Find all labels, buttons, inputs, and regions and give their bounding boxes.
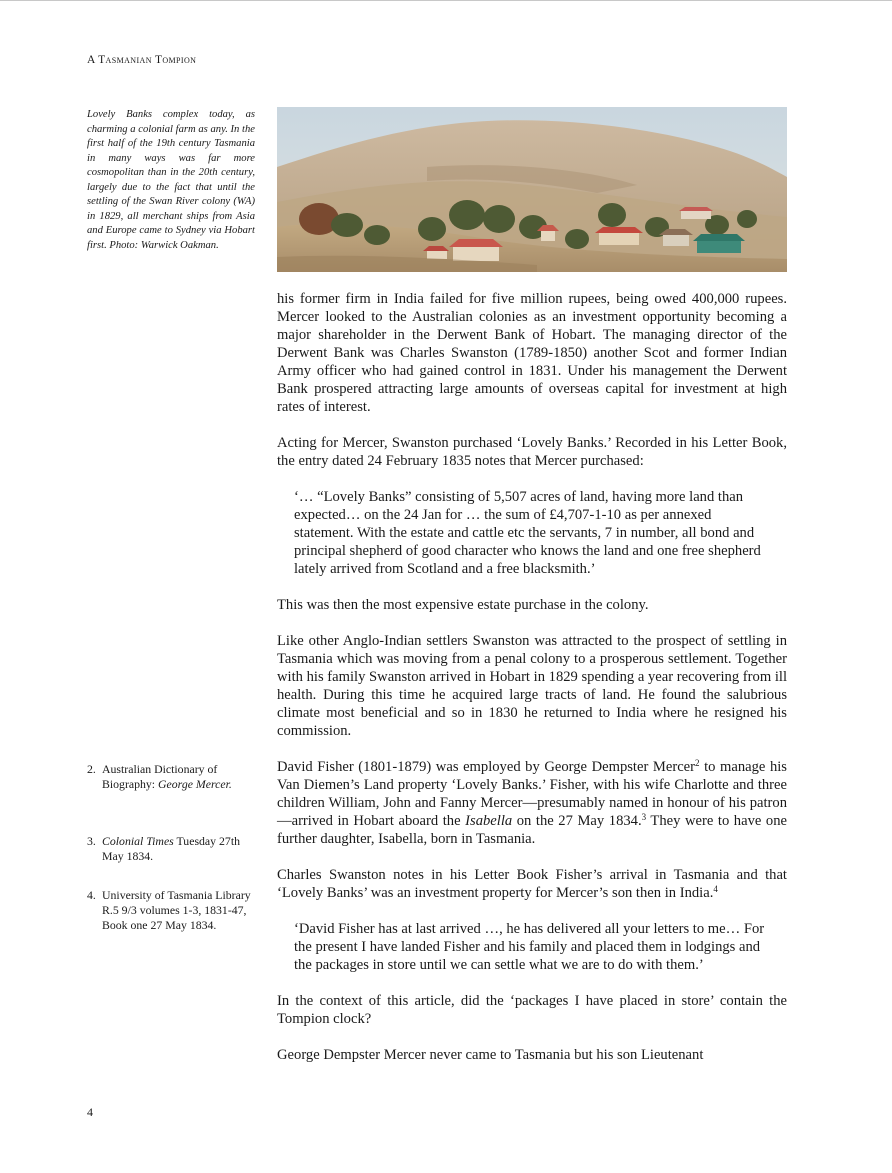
footnote-ref[interactable]: 4 <box>713 884 718 894</box>
footnote-text: Australian Dictionary of Biography: George Mercer. <box>102 762 232 791</box>
lovely-banks-photo <box>277 107 787 272</box>
body-paragraph: This was then the most expensive estate purchase in the colony. <box>277 597 649 613</box>
photo-caption: Lovely Banks complex today, as charming a colonial farm as any. In the first half of the 19th century Tasmania in many ways was far more cosmopolitan than in the 20th century, largely due to the fact that until the settling of the Swan River colony (WA) in 1829, all merchant ships from Asia and Europe came to Sydney via Hobart first. Photo: Warwick Oakman. <box>87 109 255 251</box>
paragraph-text: to manage his Van Diemen’s Land property ‘Lovely Banks.’ Fisher, with his wife Charlotte and three children William, John and Fanny Mercer—presumably named in honour of his patron—arrived in Hobart aboard the <box>277 759 787 829</box>
footnote-ref[interactable]: 2 <box>695 758 700 768</box>
paragraph-text: They were to have one further daughter, Isabella, born in Tasmania. <box>277 813 787 847</box>
footnote-4 <box>87 888 257 933</box>
body-paragraph <box>277 866 787 902</box>
body-paragraph: Like other Anglo-Indian settlers Swanston was attracted to the prospect of settling in Tasmania which was moving from a penal colony to a prosperous settlement. Together with his family Swanston arrived in Hobart in 1829 spending a year recovering from ill health. During this time he acquired large tracts of land. He found the salubrious climate most beneficial and so in 1830 he returned to India where he resigned his commission. <box>277 633 787 739</box>
ship-name: Isabella <box>465 813 513 829</box>
footnote-text: Colonial Times Tuesday 27th May 1834. <box>102 834 240 863</box>
body-text <box>277 290 787 1064</box>
paragraph-text: Charles Swanston notes in his Letter Book Fisher’s arrival in Tasmania and that ‘Lovely Banks’ was an investment property for Mercer’s son then in India. <box>277 867 787 901</box>
top-rule <box>0 0 892 1</box>
body-paragraph: Acting for Mercer, Swanston purchased ‘Lovely Banks.’ Recorded in his Letter Book, the entry dated 24 February 1835 notes that Mercer purchased: <box>277 435 787 469</box>
footnote-3 <box>87 834 257 864</box>
running-title: A Tasmanian Tompion <box>87 54 197 66</box>
block-quote: ‘David Fisher has at last arrived …, he has delivered all your letters to me… For the present I have landed Fisher and his family and placed them in lodgings and the packages in store until we can settle what we are to do with them.’ <box>294 921 765 973</box>
block-quote: ‘… “Lovely Banks” consisting of 5,507 acres of land, having more land than expected… on the 24 Jan for … the sum of £4,707-1-10 as per annexed statement. With the estate and cattle etc the servants, 7 in number, all bond and principal shepherd of good character who knows the land and one free shepherd lately arrived from Scotland and a free blacksmith.’ <box>294 489 761 577</box>
footnote-number: 2. <box>87 762 96 776</box>
footnote-number: 3. <box>87 834 96 848</box>
footnote-number: 4. <box>87 888 96 902</box>
footnote-2 <box>87 762 257 792</box>
footnote-text: University of Tasmania Library R.5 9/3 volumes 1-3, 1831-47, Book one 27 May 1834. <box>102 888 251 932</box>
paragraph-text: on the 27 May 1834. <box>512 813 642 829</box>
body-paragraph: his former firm in India failed for five million rupees, being owed 400,000 rupees. Mercer looked to the Australian colonies as an investment opportunity becoming a major shareholder in the Derwent Bank of Hobart. The managing director of the Derwent Bank was Charles Swanston (1789-1850) another Scot and former Indian Army officer who had gained control in 1831. Under his management the Derwent Bank prospered attracting large amounts of overseas capital for investment at high rates of interest. <box>277 291 787 415</box>
page-number: 4 <box>87 1105 93 1119</box>
paragraph-text: David Fisher (1801-1879) was employed by George Dempster Mercer <box>277 759 696 775</box>
body-paragraph <box>277 758 787 848</box>
body-paragraph: In the context of this article, did the ‘packages I have placed in store’ contain the Tompion clock? <box>277 993 787 1027</box>
footnote-ref[interactable]: 3 <box>641 812 647 822</box>
body-paragraph: George Dempster Mercer never came to Tasmania but his son Lieutenant <box>277 1047 704 1063</box>
